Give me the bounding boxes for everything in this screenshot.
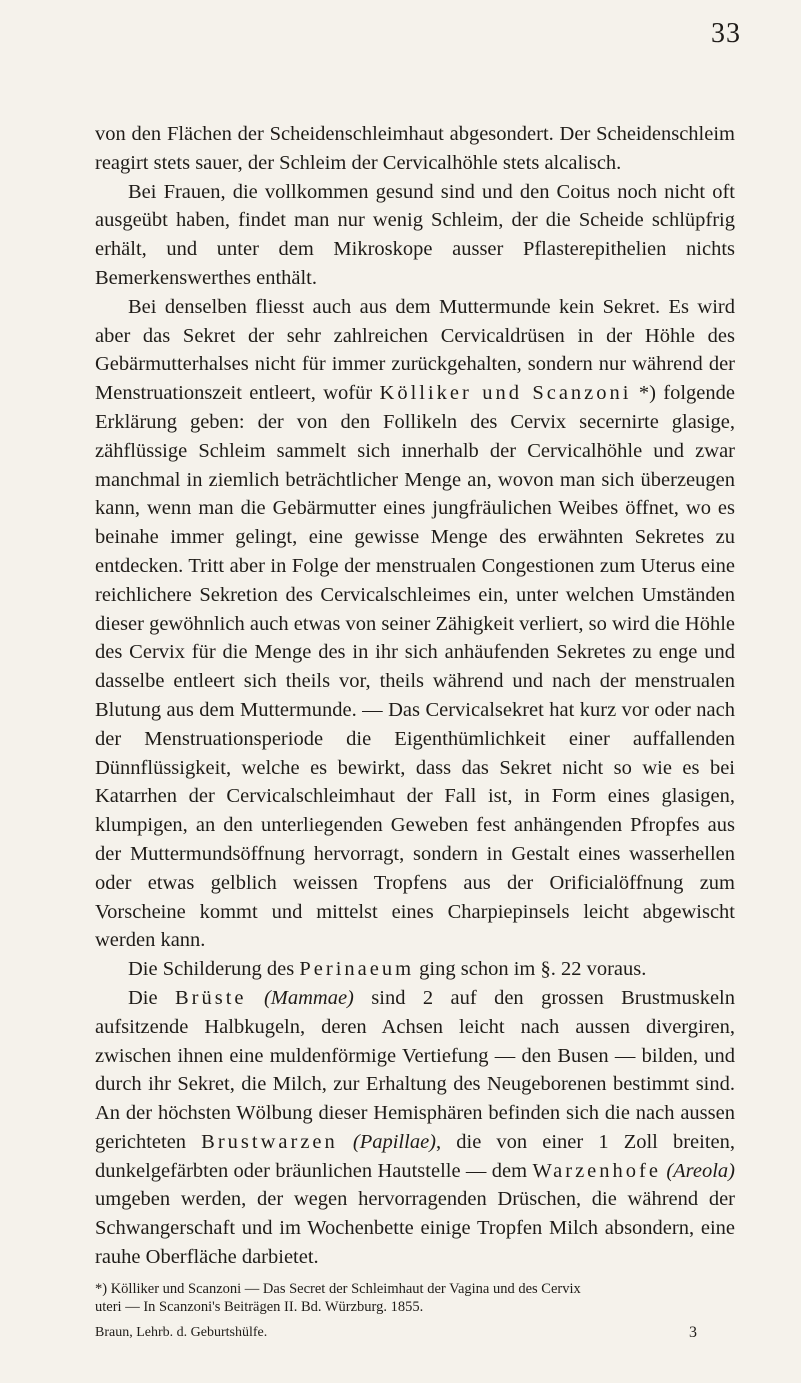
latin-mammae: (Mammae) xyxy=(263,986,354,1009)
paragraph-5-end: umgeben werden, der wegen hervorragenden Drüschen, die während der Schwangerschaft und im Wochenbette einige Tropfen Milch absondern, eine rauhe Oberfläche darbietet. xyxy=(95,1188,735,1269)
footnote-line-2: uteri — In Scanzoni's Beiträgen II. Bd. Würzburg. 1855. xyxy=(95,1299,424,1315)
signature-mark: 3 xyxy=(689,1324,697,1341)
body-text xyxy=(95,120,735,1272)
paragraph-4-end: ging schon im §. 22 voraus. xyxy=(414,958,647,981)
paragraph-5: Die Brüste (Mammae) sind 2 auf den grossen Brustmuskeln aufsitzende Halbkugeln, deren Achsen leicht nach aussen divergiren, zwischen ihnen eine muldenförmige Vertiefung — den Busen — bilden, und durch ihr Sekret, die Milch, zur Erhaltung des Neugeborenen bestimmt sind. An der höchsten Wölbung dieser Hemisphären befinden sich die nach aussen gerichteten Brustwarzen (Papillae), die von einer 1 Zoll breiten, dunkelgefärbten oder bräunlichen Hautstelle — dem Warzenhofe (Areola) umgeben werden, der wegen hervorragenden Drüschen, die während der Schwangerschaft und im Wochenbette einige Tropfen Milch absondern, eine rauhe Oberfläche darbietet. xyxy=(95,986,736,1269)
paragraph-1: von den Flächen der Scheidenschleimhaut abgesondert. Der Scheidenschleim reagirt stets sauer, der Schleim der Cervicalhöhle stets alcalisch. xyxy=(95,123,735,174)
term-warzenhof: Warzenhofe xyxy=(532,1159,661,1182)
paragraph-4-start: Die Schilderung des xyxy=(128,958,300,981)
footnote xyxy=(95,1280,715,1316)
paragraph-3-start: Bei denselben fliesst auch aus dem Muttermunde kein Sekret. Es wird aber das Sekret der sehr zahlreichen Cervicaldrüsen in der Höhle des Gebärmutterhalses nicht für immer zurückgehalten, sondern nur während der Menstruationszeit entleert, wofür xyxy=(95,295,735,405)
footnote-line-1: *) Kölliker und Scanzoni — Das Secret der Schleimhaut der Vagina und des Cervix xyxy=(95,1281,581,1297)
paragraph-5-part-1: sind 2 auf den grossen Brustmuskeln aufsitzende Halbkugeln, deren Achsen leicht nach aussen divergiren, zwischen ihnen eine muldenförmige Vertiefung — den Busen — bilden, und durch ihr Sekret, die Milch, zur Erhaltung des Neugeborenen bestimmt sind. An der höchsten Wölbung dieser Hemisphären befinden sich die nach aussen gerichteten xyxy=(95,986,735,1153)
term-brueste: Brüste xyxy=(175,986,247,1009)
latin-papillae: (Papillae) xyxy=(352,1130,437,1153)
term-perinaeum: Perinaeum xyxy=(299,958,415,981)
paragraph-2: Bei Frauen, die vollkommen gesund sind und den Coitus noch nicht oft ausgeübt haben, findet man nur wenig Schleim, der die Scheide schlüpfrig erhält, und unter dem Mikroskope ausser Pflasterepithelien nichts Bemerkenswerthes enthält. xyxy=(95,180,735,289)
paragraph-3-rest: *) folgende Erklärung geben: der von den Follikeln des Cervix secernirte glasige, zähflüssige Schleim sammelt sich innerhalb der Cervicalhöhle und zwar manchmal in ziemlich beträchtlicher Menge an, wovon man sich überzeugen kann, wenn man die Gebärmutter eines jungfräulichen Weibes öffnet, wo es beinahe immer gelingt, eine gewisse Menge des erwähnten Sekretes zu entdecken. Tritt aber in Folge der menstrualen Congestionen zum Uterus eine reichlichere Sekretion des Cervicalschleimes ein, unter welchen Umständen dieser gewöhnlich auch etwas von seiner Zähigkeit verliert, so wird die Höhle des Cervix für die Menge des in ihr sich anhäufenden Sekretes zu enge und dasselbe entleert sich theils vor, theils während und nach der menstrualen Blutung aus dem Muttermunde. — Das Cervicalsekret hat kurz vor oder nach der Menstruationsperiode die Eigenthümlichkeit einer auffallenden Dünnflüssigkeit, welche es bewirkt, dass das Sekret nicht so wie es bei Katarrhen der Cervicalschleimhaut der Fall ist, in Form eines glasigen, klumpigen, an den unterliegenden Geweben fest anhängenden Pfropfes aus der Muttermundsöffnung hervorragt, sondern in Gestalt eines wasserhellen oder etwas gelblich weissen Tropfens aus der Orificialöffnung zum Vorscheine kommt und mittelst eines Charpiepinsels leicht abgewischt werden kann. xyxy=(95,382,736,952)
paragraph-5-part-2: , die von einer 1 Zoll breiten, dunkelgefärbten oder bräunlichen Hautstelle — dem xyxy=(95,1130,736,1182)
author-names: Kölliker und Scanzoni xyxy=(379,382,632,405)
signature-title: Braun, Lehrb. d. Geburtshülfe. xyxy=(95,1325,268,1340)
paragraph-4 xyxy=(95,955,735,984)
paragraph-3 xyxy=(95,293,735,955)
signature-line xyxy=(95,1324,697,1342)
page-number: 33 xyxy=(711,18,741,49)
term-brustwarzen: Brustwarzen xyxy=(201,1130,338,1153)
latin-areola: (Areola) xyxy=(666,1159,735,1182)
